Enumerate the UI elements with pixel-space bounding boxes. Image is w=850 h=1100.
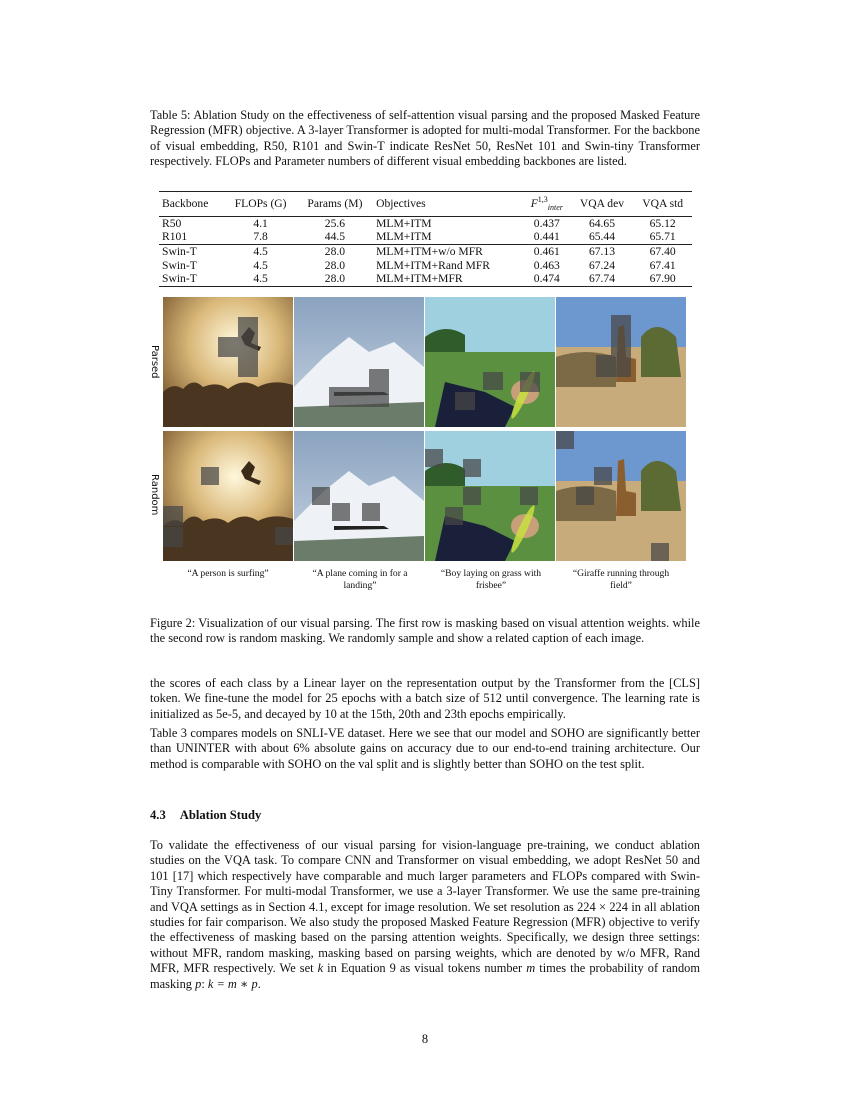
cell-objectives: MLM+ITM [376, 216, 432, 230]
table-row [159, 230, 692, 244]
table-row [159, 244, 692, 258]
cell-vqa-dev: 67.24 [588, 258, 616, 272]
cell-backbone: Swin-T [159, 244, 224, 258]
text-run: To validate the effectiveness of our visual parsing for vision-language pre-training, we conduct ablation studies on the VQA task. To compare CNN and Transformer on visual embedding, we adopt ResNet 50 and 101 [17] which respectively have comparable and much larger parameters and FLOPs compared with Swin-Tiny Transformer. For multi-modal Transformer, we use a 3-layer Transformer. We use the same pre-training and VQA settings as in Section 4.1, except for image resolution. We set resolution as [150, 838, 700, 914]
cell-flops: 4.5 [253, 258, 268, 272]
table-row [159, 259, 692, 273]
cell-f-inter: 0.463 [533, 258, 560, 272]
cell-f-inter: 0.461 [523, 244, 571, 258]
table-header-row [159, 192, 692, 217]
math-k: k [317, 961, 324, 976]
page-number: 8 [421, 1032, 429, 1046]
cell-vqa-dev: 67.13 [571, 244, 634, 258]
cell-params: 28.0 [324, 258, 346, 272]
cell-flops: 4.1 [253, 216, 268, 230]
cell-vqa-dev: 64.65 [588, 216, 616, 230]
cell-vqa-std: 67.90 [633, 272, 692, 286]
image-plane-random [294, 431, 424, 561]
cell-f-inter: 0.437 [533, 216, 560, 230]
header-vqa-std: VQA std [633, 192, 692, 217]
cell-params: 25.6 [324, 216, 346, 230]
image-caption: “Giraffe running through field” [572, 568, 670, 591]
row-label-parsed: Parsed [149, 345, 160, 379]
cell-objectives: MLM+ITM+MFR [373, 272, 523, 286]
math-equation: k = m ∗ p [207, 976, 258, 991]
cell-backbone: Swin-T [162, 258, 197, 272]
header-f-symbol: F [530, 197, 538, 210]
image-giraffe-random [556, 431, 686, 561]
cell-f-inter: 0.441 [533, 230, 560, 244]
image-boy-random [425, 431, 555, 561]
text-run: in Equation 9 as visual tokens number [327, 961, 523, 976]
cell-f-inter: 0.474 [523, 272, 571, 286]
body-paragraph: the scores of each class by a Linear layer on the representation output by the Transformer from the [CLS] token. We fine-tune the model for 25 epochs with a batch size of 512 until convergence. The learning rate is initialized as 5e-5, and decayed by 10 at the 15th, 20th and 23th epochs empirically. [150, 676, 700, 721]
math-p: p [195, 976, 202, 991]
image-surfer-parsed [163, 297, 293, 427]
image-caption: “A person is surfing” [187, 568, 269, 579]
text-run: in all ablation studies for fair comparison. We also study the proposed Masked Feature Regression (MFR) objective to verify the effectiveness of masking based on the parsing attention weights. Specifically, we design three settings: without MFR, random masking, masking based on parsing weights, which are denoted by w/o MFR, Rand MFR, MFR respectively. We set [150, 899, 700, 976]
header-flops: FLOPs (G) [224, 192, 296, 217]
cell-backbone: Swin-T [159, 272, 224, 286]
cell-vqa-dev: 67.74 [571, 272, 634, 286]
text-run: times the probability of random masking [150, 961, 700, 991]
text-run: . [257, 976, 261, 991]
row-label-random: Random [149, 474, 160, 516]
cell-flops: 4.5 [224, 244, 296, 258]
header-vqa-dev: VQA dev [571, 192, 634, 217]
table-row [159, 272, 692, 286]
cell-flops: 4.5 [224, 272, 296, 286]
image-plane-parsed [294, 297, 424, 427]
section-heading [150, 808, 275, 823]
figure-caption: Figure 2: Visualization of our visual parsing. The first row is masking based on visual attention weights. while the second row is random masking. We randomly sample and show a related caption of each image. [150, 616, 700, 646]
header-params: Params (M) [297, 192, 373, 217]
cell-vqa-std: 65.12 [649, 216, 676, 230]
table-row [159, 216, 692, 230]
cell-objectives: MLM+ITM+Rand MFR [376, 258, 490, 272]
math-resolution: 224 × 224 [577, 899, 628, 914]
image-giraffe-parsed [556, 297, 686, 427]
image-caption: “Boy laying on grass with frisbee” [440, 568, 542, 591]
cell-backbone: R101 [162, 230, 188, 244]
table-caption: Table 5: Ablation Study on the effectiveness of self-attention visual parsing and the proposed Masked Feature Regression (MFR) objective. A 3-layer Transformer is adopted for multi-modal Transformer. For the backbone of visual embedding, R50, R101 and Swin-T indicate ResNet 50, ResNet 101 and Swin-tiny Transformer respectively. FLOPs and Parameter numbers of different visual embedding backbones are listed. [150, 108, 700, 169]
section-number: 4.3 [150, 808, 166, 822]
cell-objectives: MLM+ITM+w/o MFR [373, 244, 523, 258]
body-paragraph: To validate the effectiveness of our visual parsing for vision-language pre-training, we conduct ablation studies on the VQA task. To compare CNN and Transformer on visual embedding, we adopt ResNet 50 and 101 [17] which respectively have comparable and much larger parameters and FLOPs compared with Swin-Tiny Transformer. For multi-modal Transformer, we use a 3-layer Transformer. We use the same pre-training and VQA settings as in Section 4.1, except for image resolution. We set resolution as 224 × 224 in all ablation studies for fair comparison. We also study the proposed Masked Feature Regression (MFR) objective to verify the effectiveness of masking based on the parsing attention weights. Specifically, we design three settings: without MFR, random masking, masking based on parsing weights, which are denoted by w/o MFR, Rand MFR, MFR respectively. We set k in Equation 9 as visual tokens number m times the probability of random masking p: k = m ∗ p. [150, 838, 700, 991]
cell-params: 28.0 [297, 244, 373, 258]
header-f-sub: inter [547, 203, 563, 213]
math-m: m [526, 961, 536, 976]
header-objectives: Objectives [373, 192, 523, 217]
header-f-inter [523, 192, 571, 217]
header-backbone: Backbone [159, 192, 224, 217]
cell-params: 44.5 [324, 230, 346, 244]
cell-vqa-std: 65.71 [649, 230, 676, 244]
cell-backbone: R50 [162, 216, 182, 230]
ablation-table [159, 191, 692, 287]
cell-objectives: MLM+ITM [376, 230, 432, 244]
cell-vqa-std: 67.40 [633, 244, 692, 258]
image-boy-parsed [425, 297, 555, 427]
image-surfer-random [163, 431, 293, 561]
section-title: Ablation Study [179, 808, 262, 822]
cell-params: 28.0 [297, 272, 373, 286]
image-caption: “A plane coming in for a landing” [312, 568, 408, 591]
cell-flops: 7.8 [253, 230, 268, 244]
cell-vqa-std: 67.41 [649, 258, 676, 272]
header-f-sup: 1,3 [537, 195, 548, 204]
cell-vqa-dev: 65.44 [588, 230, 616, 244]
body-paragraph: Table 3 compares models on SNLI-VE dataset. Here we see that our model and SOHO are significantly better than UNINTER with about 6% absolute gains on accuracy due to our end-to-end training architecture. Our method is comparable with SOHO on the val split and is slightly better than SOHO on the test split. [150, 726, 700, 771]
